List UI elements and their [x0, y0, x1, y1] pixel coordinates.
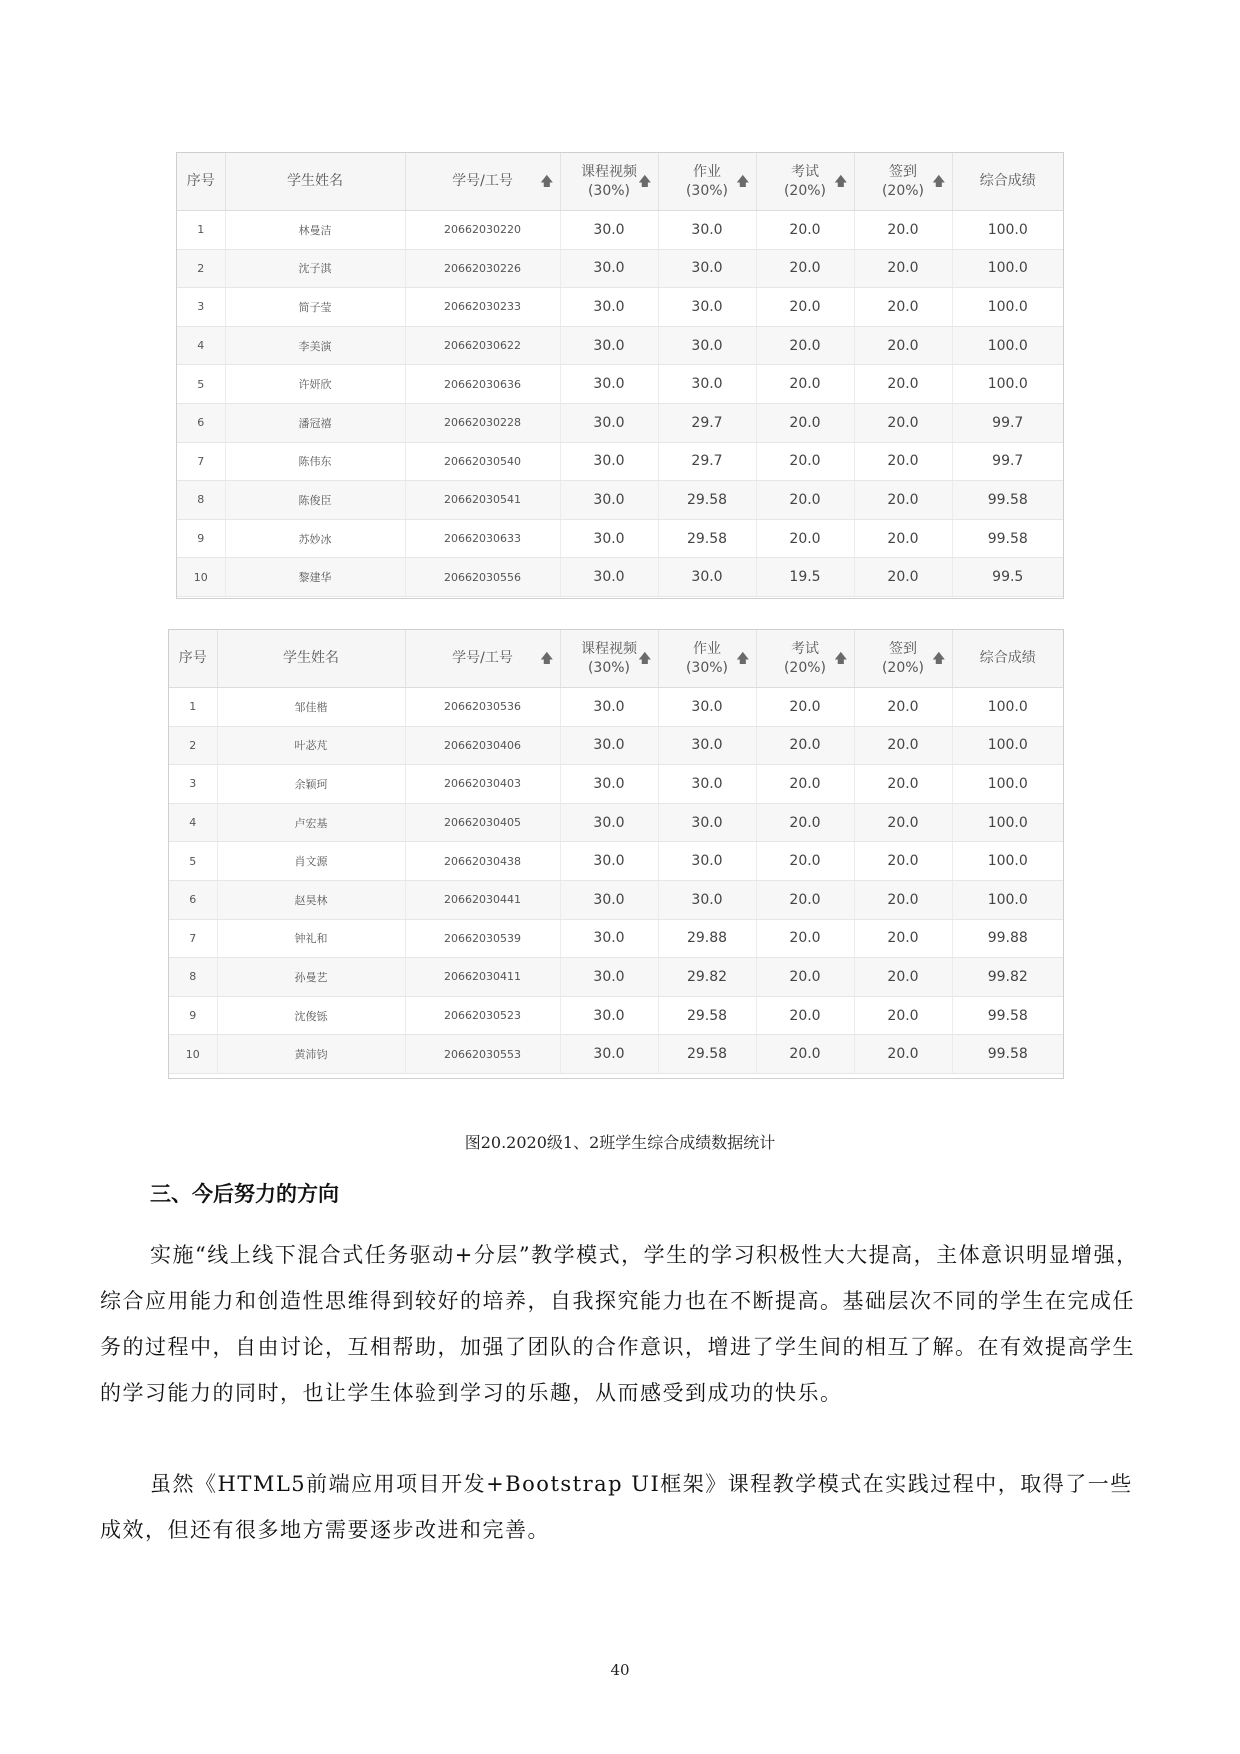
cell-exam: 20.0 — [756, 288, 854, 327]
cell-exam: 20.0 — [756, 249, 854, 288]
cell-attendance: 20.0 — [854, 211, 952, 250]
cell-name: 潘冠禧 — [225, 403, 405, 442]
cell-attendance: 20.0 — [854, 1035, 952, 1074]
body-paragraph: 虽然《HTML5前端应用项目开发+Bootstrap UI框架》课程教学模式在实践过程中，取得了一些成效，但还有很多地方需要逐步改进和完善。 — [100, 1472, 1133, 1542]
cell-exam: 20.0 — [756, 996, 854, 1035]
table-row — [169, 726, 1063, 765]
cell-name: 肖文源 — [217, 842, 405, 881]
cell-index: 8 — [169, 958, 217, 997]
table-header-row — [169, 630, 1063, 688]
cell-homework: 30.0 — [658, 211, 756, 250]
cell-attendance: 20.0 — [854, 726, 952, 765]
cell-total: 99.58 — [952, 1035, 1063, 1074]
cell-name: 苏妙冰 — [225, 519, 405, 558]
cell-homework: 29.7 — [658, 403, 756, 442]
col-header-total[interactable]: 综合成绩 — [952, 630, 1063, 688]
cell-video: 30.0 — [560, 211, 658, 250]
cell-video: 30.0 — [560, 726, 658, 765]
cell-exam: 19.5 — [756, 558, 854, 597]
cell-id: 20662030226 — [405, 249, 560, 288]
cell-attendance: 20.0 — [854, 803, 952, 842]
cell-index: 8 — [177, 481, 225, 520]
cell-video: 30.0 — [560, 842, 658, 881]
cell-total: 99.7 — [952, 442, 1063, 481]
cell-total: 100.0 — [952, 326, 1063, 365]
cell-video: 30.0 — [560, 919, 658, 958]
cell-total: 100.0 — [952, 765, 1063, 804]
cell-attendance: 20.0 — [854, 996, 952, 1035]
cell-homework: 30.0 — [658, 803, 756, 842]
cell-exam: 20.0 — [756, 919, 854, 958]
cell-exam: 20.0 — [756, 842, 854, 881]
cell-exam: 20.0 — [756, 365, 854, 404]
table-row — [177, 558, 1063, 597]
cell-name: 陈伟东 — [225, 442, 405, 481]
cell-total: 100.0 — [952, 365, 1063, 404]
sort-arrow-icon[interactable]: 🡅 — [540, 174, 554, 189]
table-row — [169, 958, 1063, 997]
cell-exam: 20.0 — [756, 519, 854, 558]
cell-homework: 30.0 — [658, 365, 756, 404]
table-header-row — [177, 153, 1063, 211]
cell-homework: 30.0 — [658, 842, 756, 881]
cell-video: 30.0 — [560, 765, 658, 804]
cell-index: 6 — [177, 403, 225, 442]
cell-total: 100.0 — [952, 288, 1063, 327]
table-row — [169, 880, 1063, 919]
col-header-video[interactable]: 课程视频 (30%) 🡅 — [560, 153, 658, 211]
cell-name: 余颖珂 — [217, 765, 405, 804]
cell-attendance: 20.0 — [854, 326, 952, 365]
cell-index: 10 — [177, 558, 225, 597]
cell-exam: 20.0 — [756, 688, 854, 727]
cell-index: 2 — [169, 726, 217, 765]
page-number: 40 — [610, 1661, 630, 1679]
col-header-homework[interactable]: 作业 (30%) 🡅 — [658, 630, 756, 688]
cell-homework: 29.88 — [658, 919, 756, 958]
col-header-exam[interactable]: 考试 (20%) 🡅 — [756, 153, 854, 211]
col-header-name[interactable]: 学生姓名 — [217, 630, 405, 688]
col-header-exam[interactable]: 考试 (20%) 🡅 — [756, 630, 854, 688]
table-row — [177, 481, 1063, 520]
sort-arrow-icon[interactable]: 🡅 — [932, 651, 946, 666]
table-row — [169, 919, 1063, 958]
cell-exam: 20.0 — [756, 1035, 854, 1074]
col-header-homework[interactable]: 作业 (30%) 🡅 — [658, 153, 756, 211]
cell-exam: 20.0 — [756, 442, 854, 481]
cell-attendance: 20.0 — [854, 481, 952, 520]
cell-name: 邹佳楷 — [217, 688, 405, 727]
cell-total: 100.0 — [952, 211, 1063, 250]
table-row — [169, 688, 1063, 727]
cell-homework: 29.58 — [658, 1035, 756, 1074]
cell-id: 20662030220 — [405, 211, 560, 250]
cell-name: 黄沛钧 — [217, 1035, 405, 1074]
cell-name: 陈俊臣 — [225, 481, 405, 520]
cell-attendance: 20.0 — [854, 919, 952, 958]
cell-video: 30.0 — [560, 996, 658, 1035]
cell-index: 3 — [177, 288, 225, 327]
cell-homework: 30.0 — [658, 288, 756, 327]
cell-id: 20662030541 — [405, 481, 560, 520]
section-heading: 三、今后努力的方向 — [150, 1181, 339, 1206]
cell-id: 20662030403 — [405, 765, 560, 804]
cell-index: 5 — [177, 365, 225, 404]
cell-video: 30.0 — [560, 481, 658, 520]
cell-video: 30.0 — [560, 688, 658, 727]
cell-index: 5 — [169, 842, 217, 881]
cell-id: 20662030636 — [405, 365, 560, 404]
cell-attendance: 20.0 — [854, 288, 952, 327]
cell-total: 99.5 — [952, 558, 1063, 597]
cell-exam: 20.0 — [756, 958, 854, 997]
body-paragraph: 实施“线上线下混合式任务驱动+分层”教学模式，学生的学习积极性大大提高，主体意识明显增强，综合应用能力和创造性思维得到较好的培养，自我探究能力也在不断提高。基础层次不同的学生在完成任务的过程中，自由讨论，互相帮助，加强了团队的合作意识，增进了学生间的相互了解。在有效提高学生的学习能力的同时，也让学生体验到学习的乐趣，从而感受到成功的快乐。 — [100, 1243, 1139, 1405]
cell-name: 赵昊林 — [217, 880, 405, 919]
cell-homework: 30.0 — [658, 880, 756, 919]
cell-homework: 29.58 — [658, 519, 756, 558]
cell-id: 20662030411 — [405, 958, 560, 997]
cell-id: 20662030406 — [405, 726, 560, 765]
cell-total: 100.0 — [952, 688, 1063, 727]
cell-homework: 30.0 — [658, 726, 756, 765]
table-row — [169, 842, 1063, 881]
cell-attendance: 20.0 — [854, 842, 952, 881]
sort-arrow-icon[interactable]: 🡅 — [932, 174, 946, 189]
cell-id: 20662030622 — [405, 326, 560, 365]
cell-exam: 20.0 — [756, 726, 854, 765]
cell-id: 20662030633 — [405, 519, 560, 558]
cell-exam: 20.0 — [756, 765, 854, 804]
table-row — [169, 803, 1063, 842]
cell-exam: 20.0 — [756, 481, 854, 520]
cell-exam: 20.0 — [756, 803, 854, 842]
cell-video: 30.0 — [560, 958, 658, 997]
col-header-index[interactable]: 序号 — [169, 630, 217, 688]
cell-video: 30.0 — [560, 880, 658, 919]
sort-arrow-icon[interactable]: 🡅 — [638, 651, 652, 666]
cell-name: 许妍欣 — [225, 365, 405, 404]
col-header-total[interactable]: 综合成绩 — [952, 153, 1063, 211]
cell-video: 30.0 — [560, 442, 658, 481]
cell-name: 孙曼艺 — [217, 958, 405, 997]
sort-arrow-icon[interactable]: 🡅 — [834, 174, 848, 189]
table-row — [177, 326, 1063, 365]
cell-name: 黎建华 — [225, 558, 405, 597]
cell-attendance: 20.0 — [854, 442, 952, 481]
cell-attendance: 20.0 — [854, 688, 952, 727]
cell-index: 9 — [177, 519, 225, 558]
col-header-id[interactable]: 学号/工号 🡅 — [405, 630, 560, 688]
cell-exam: 20.0 — [756, 211, 854, 250]
cell-homework: 29.58 — [658, 996, 756, 1035]
cell-attendance: 20.0 — [854, 765, 952, 804]
cell-attendance: 20.0 — [854, 249, 952, 288]
cell-homework: 30.0 — [658, 688, 756, 727]
table-row — [177, 403, 1063, 442]
cell-video: 30.0 — [560, 403, 658, 442]
table-row — [177, 288, 1063, 327]
table-row — [169, 996, 1063, 1035]
sort-arrow-icon[interactable]: 🡅 — [736, 174, 750, 189]
cell-index: 1 — [177, 211, 225, 250]
cell-total: 99.88 — [952, 919, 1063, 958]
cell-total: 99.58 — [952, 996, 1063, 1035]
col-header-attendance[interactable]: 签到 (20%) 🡅 — [854, 630, 952, 688]
cell-id: 20662030405 — [405, 803, 560, 842]
table-row — [177, 365, 1063, 404]
cell-index: 9 — [169, 996, 217, 1035]
cell-id: 20662030536 — [405, 688, 560, 727]
cell-exam: 20.0 — [756, 880, 854, 919]
cell-index: 10 — [169, 1035, 217, 1074]
cell-name: 林曼洁 — [225, 211, 405, 250]
cell-index: 6 — [169, 880, 217, 919]
cell-name: 卢宏基 — [217, 803, 405, 842]
col-header-id[interactable]: 学号/工号 🡅 — [405, 153, 560, 211]
cell-attendance: 20.0 — [854, 958, 952, 997]
cell-exam: 20.0 — [756, 326, 854, 365]
cell-total: 99.7 — [952, 403, 1063, 442]
cell-index: 7 — [177, 442, 225, 481]
cell-name: 沈子淇 — [225, 249, 405, 288]
table-row — [169, 1035, 1063, 1074]
col-header-video[interactable]: 课程视频 (30%) 🡅 — [560, 630, 658, 688]
table-row — [177, 211, 1063, 250]
cell-video: 30.0 — [560, 288, 658, 327]
figure-caption: 图20.2020级1、2班学生综合成绩数据统计 — [464, 1133, 776, 1152]
cell-attendance: 20.0 — [854, 880, 952, 919]
table-row — [177, 442, 1063, 481]
cell-video: 30.0 — [560, 519, 658, 558]
sort-arrow-icon[interactable]: 🡅 — [638, 174, 652, 189]
grade-table-class-1 — [176, 152, 1064, 599]
cell-name: 叶苾芃 — [217, 726, 405, 765]
table-row — [177, 519, 1063, 558]
cell-attendance: 20.0 — [854, 519, 952, 558]
cell-homework: 30.0 — [658, 558, 756, 597]
cell-id: 20662030228 — [405, 403, 560, 442]
cell-name: 钟礼和 — [217, 919, 405, 958]
cell-id: 20662030556 — [405, 558, 560, 597]
col-header-name[interactable]: 学生姓名 — [225, 153, 405, 211]
cell-attendance: 20.0 — [854, 558, 952, 597]
sort-arrow-icon[interactable]: 🡅 — [834, 651, 848, 666]
cell-video: 30.0 — [560, 249, 658, 288]
cell-total: 100.0 — [952, 726, 1063, 765]
cell-index: 1 — [169, 688, 217, 727]
cell-name: 李美演 — [225, 326, 405, 365]
grade-table-class-2 — [168, 629, 1064, 1079]
cell-video: 30.0 — [560, 326, 658, 365]
col-header-index[interactable]: 序号 — [177, 153, 225, 211]
cell-name: 沈俊铄 — [217, 996, 405, 1035]
table-row — [169, 765, 1063, 804]
cell-total: 99.82 — [952, 958, 1063, 997]
cell-video: 30.0 — [560, 1035, 658, 1074]
cell-video: 30.0 — [560, 803, 658, 842]
cell-attendance: 20.0 — [854, 403, 952, 442]
cell-total: 100.0 — [952, 880, 1063, 919]
cell-id: 20662030441 — [405, 880, 560, 919]
cell-index: 7 — [169, 919, 217, 958]
cell-id: 20662030523 — [405, 996, 560, 1035]
cell-attendance: 20.0 — [854, 365, 952, 404]
cell-homework: 30.0 — [658, 765, 756, 804]
table-row — [177, 249, 1063, 288]
cell-total: 100.0 — [952, 842, 1063, 881]
col-header-attendance[interactable]: 签到 (20%) 🡅 — [854, 153, 952, 211]
sort-arrow-icon[interactable]: 🡅 — [540, 651, 554, 666]
cell-video: 30.0 — [560, 365, 658, 404]
cell-index: 3 — [169, 765, 217, 804]
cell-homework: 30.0 — [658, 249, 756, 288]
cell-total: 100.0 — [952, 803, 1063, 842]
cell-index: 4 — [177, 326, 225, 365]
cell-id: 20662030553 — [405, 1035, 560, 1074]
cell-total: 99.58 — [952, 481, 1063, 520]
cell-name: 简子莹 — [225, 288, 405, 327]
cell-index: 4 — [169, 803, 217, 842]
sort-arrow-icon[interactable]: 🡅 — [736, 651, 750, 666]
cell-homework: 30.0 — [658, 326, 756, 365]
cell-id: 20662030438 — [405, 842, 560, 881]
cell-exam: 20.0 — [756, 403, 854, 442]
cell-id: 20662030233 — [405, 288, 560, 327]
cell-total: 100.0 — [952, 249, 1063, 288]
cell-homework: 29.82 — [658, 958, 756, 997]
cell-homework: 29.58 — [658, 481, 756, 520]
cell-index: 2 — [177, 249, 225, 288]
cell-id: 20662030539 — [405, 919, 560, 958]
cell-total: 99.58 — [952, 519, 1063, 558]
cell-video: 30.0 — [560, 558, 658, 597]
cell-id: 20662030540 — [405, 442, 560, 481]
cell-homework: 29.7 — [658, 442, 756, 481]
